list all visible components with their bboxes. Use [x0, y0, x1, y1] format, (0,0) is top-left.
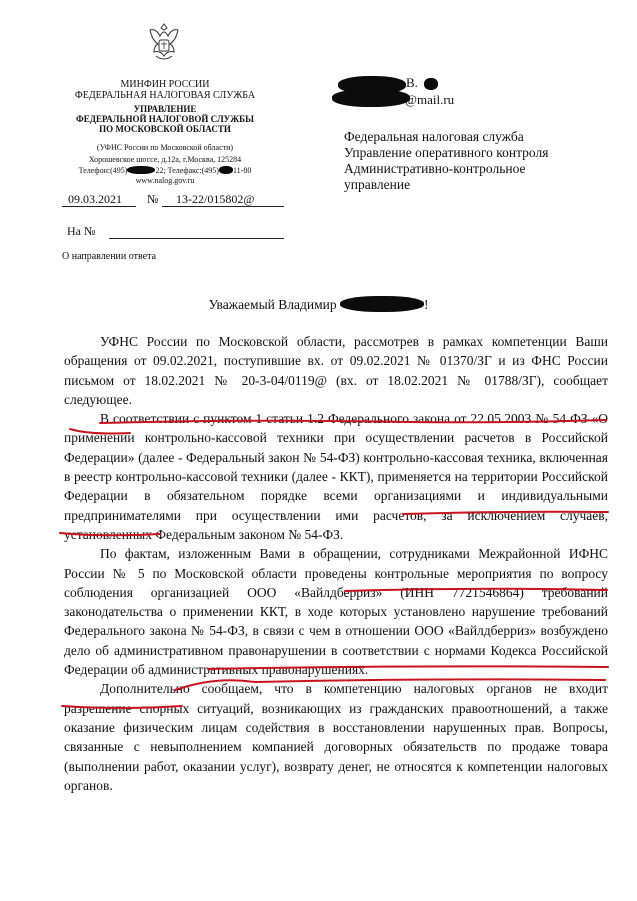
sender-dept-line2: ФЕДЕРАЛЬНОЙ НАЛОГОВОЙ СЛУЖБЫ — [76, 114, 254, 124]
recipient-org — [344, 129, 604, 193]
fax-suffix: 11-80 — [232, 166, 252, 175]
sender-phones — [40, 165, 290, 176]
recipient-email-tail: @mail.ru — [405, 92, 455, 107]
recipient-org-line1: Федеральная налоговая служба — [344, 129, 524, 144]
body-paragraph-4: Дополнительно сообщаем, что в компетенцию налоговых органов не входит разрешение спорных ситуаций, возникающих из гражданских правоотношений, а также оказание физическим лицам содействия в восстановлении нарушенных прав. Вопросы, связанные с невыполнением компанией договорных обязательств по продаже товара (выполнении работ, оказании услуг), возврату денег, не относятся к компетенции налоговых органов. — [64, 681, 608, 793]
greeting-prefix: Уважаемый Владимир — [208, 297, 337, 312]
recipient-org-line3: Административно-контрольное — [344, 161, 526, 176]
sender-website: www.nalog.gov.ru — [135, 176, 195, 185]
reply-label: На № — [67, 224, 96, 238]
sender-org-line2: ФЕДЕРАЛЬНАЯ НАЛОГОВАЯ СЛУЖБА — [74, 90, 256, 101]
letter-body — [64, 332, 608, 795]
sender-dept-line1: УПРАВЛЕНИЕ — [133, 104, 197, 114]
recipient-email-redaction — [332, 89, 410, 107]
redaction-blot — [219, 166, 233, 174]
phone-suffix: 22; Телефакс:(495) — [155, 166, 219, 175]
body-paragraph-1: УФНС России по Московской области, рассмотрев в рамках компетенции Ваши обращения от 09.02.2021, поступившие вх. от 09.02.2021 № 01370/ЗГ и из ФНС России письмом от 18.02.2021 № 20-3-04/0119@ (вх. от 18.02.2021 № 01788/ЗГ), сообщает следующее. — [64, 334, 608, 407]
redaction-blot — [127, 166, 155, 174]
body-paragraph-3: По фактам, изложенным Вами в обращении, сотрудниками Межрайонной ИФНС России № 5 по Московской области проведены контрольные мероприятия по вопросу соблюдения организацией ООО «Вайлдберриз» (ИНН 7721546864) требований законодательства о применении ККТ, в ходе которых установлено нарушение требований Федерального закона № 54-ФЗ, в связи с чем в отношении ООО «Вайлдберриз» возбуждено дело об административном правонарушении в соответствии с нормами Кодекса Российской Федерации об административных правонарушениях. — [64, 546, 608, 678]
sender-dept-line3: ПО МОСКОВСКОЙ ОБЛАСТИ — [99, 124, 231, 134]
sender-contacts — [40, 155, 290, 186]
greeting — [0, 293, 637, 313]
sender-abbr: (УФНС России по Московской области) — [96, 143, 234, 152]
direction-note: О направлении ответа — [62, 251, 157, 262]
sender-org — [40, 79, 290, 101]
recipient-org-line2: Управление оперативного контроля — [344, 145, 549, 160]
greeting-suffix: ! — [423, 297, 429, 312]
greeting-surname-redaction — [340, 296, 424, 312]
number-underline — [162, 206, 284, 207]
date-underline — [62, 206, 136, 207]
coat-of-arms-emblem — [144, 20, 184, 64]
doc-number: 13-22/015802@ — [176, 192, 255, 206]
body-paragraph-2: В соответствии с пунктом 1 статьи 1.2 Федерального закона от 22.05.2003 № 54 ФЗ «О применении контрольно-кассовой техники при осуществлении расчетов в Российской Федерации» (далее - Федеральный закон № 54-ФЗ) контрольно-кассовая техника, включенная в реестр контрольно-кассовой техники (далее - ККТ), применяется на территории Российской Федерации в обязательном порядке всеми организациями и индивидуальными предпринимателями при осуществлении ими расчетов, за исключением случаев, установленных Федеральным законом № 54-ФЗ. — [64, 411, 608, 542]
number-sign: № — [147, 192, 159, 206]
phone-prefix: Телефон:(495) — [78, 166, 128, 175]
sender-dept — [40, 104, 290, 134]
recipient-name-redaction-2 — [424, 78, 438, 90]
reply-underline — [109, 238, 284, 239]
doc-date: 09.03.2021 — [68, 192, 122, 206]
recipient-name-tail: В. — [406, 75, 418, 90]
sender-org-line1: МИНФИН РОССИИ — [120, 79, 210, 90]
sender-address: Хорошевское шоссе, д.12а, г.Москва, 125284 — [88, 155, 242, 164]
recipient-org-line4: управление — [344, 177, 411, 192]
